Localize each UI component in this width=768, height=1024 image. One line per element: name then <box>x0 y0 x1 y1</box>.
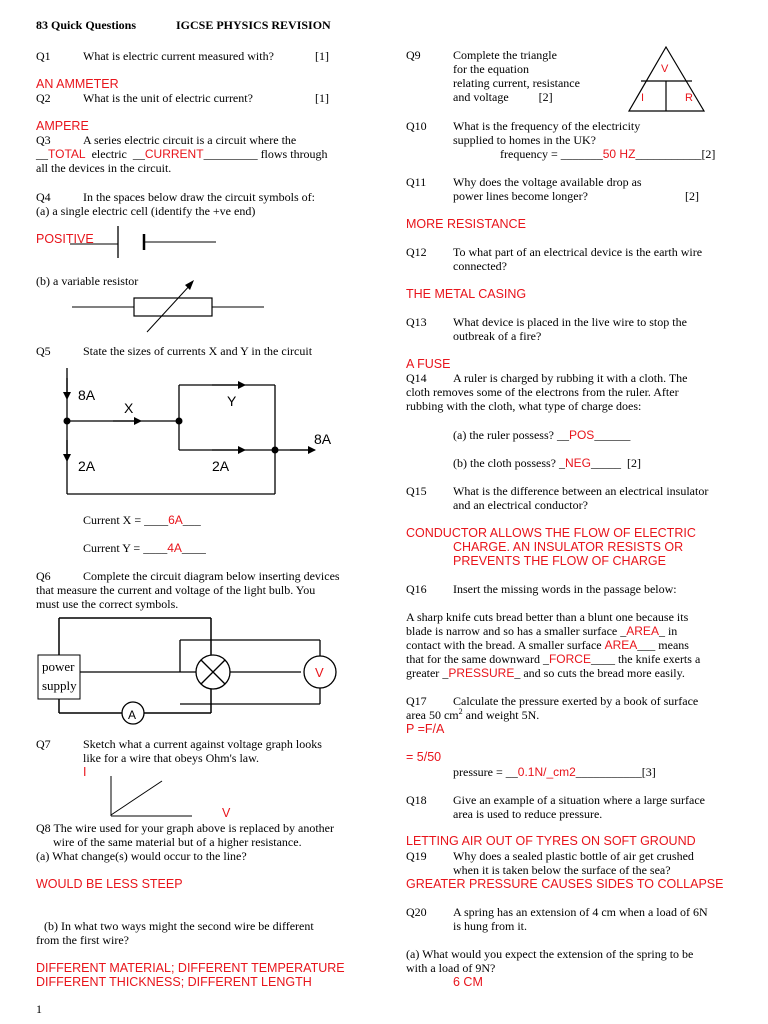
q4-text: In the spaces below draw the circuit symbols of: <box>83 190 315 204</box>
q9-number: Q9 <box>406 48 421 62</box>
q14-line3: rubbing with the cloth, what type of charge does: <box>406 399 642 413</box>
q17-working-1: P =F/A <box>406 722 445 736</box>
header-title-left: 83 Quick Questions <box>36 18 137 32</box>
q2-answer: AMPERE <box>36 119 89 133</box>
q15-answer-2: CHARGE. AN INSULATOR RESISTS OR <box>453 540 684 554</box>
q5-label-x: X <box>124 400 134 416</box>
q10-line1: What is the frequency of the electricity <box>453 119 641 133</box>
q4-answer: POSITIVE <box>36 232 94 246</box>
q10-answer: 50 HZ <box>602 147 636 161</box>
q4-number: Q4 <box>36 190 51 204</box>
q16-passage-4: that for the same downward _FORCE____ the knife exerts a <box>406 652 701 666</box>
q2-marks: [1] <box>315 91 329 105</box>
q18-answer: LETTING AIR OUT OF TYRES ON SOFT GROUND <box>406 834 696 848</box>
q12-answer: THE METAL CASING <box>406 287 527 301</box>
q10-number: Q10 <box>406 119 427 133</box>
q7-axis-i: I <box>83 765 87 779</box>
header-title-right: IGCSE PHYSICS REVISION <box>176 18 331 32</box>
q18-number: Q18 <box>406 793 427 807</box>
ammeter-label: A <box>128 708 137 722</box>
q9-line2: for the equation <box>453 62 529 76</box>
q8-line1: Q8 The wire used for your graph above is replaced by another <box>36 821 335 835</box>
q18-line2: area is used to reduce pressure. <box>453 807 603 821</box>
q15-line2: and an electrical conductor? <box>453 498 588 512</box>
q17-line1: Calculate the pressure exerted by a book of surface <box>453 694 699 708</box>
q3-number: Q3 <box>36 133 51 147</box>
q19-line2: when it is taken below the surface of the sea? <box>453 863 671 877</box>
q16-answer-area-2: AREA <box>604 638 638 652</box>
q5-label-8a-out: 8A <box>314 431 332 447</box>
q15-answer-3: PREVENTS THE FLOW OF CHARGE <box>453 554 666 568</box>
page-number: 1 <box>36 1002 42 1016</box>
q1-text: What is electric current measured with? <box>83 49 274 63</box>
q15-line1: What is the difference between an electrical insulator <box>453 484 709 498</box>
q15-number: Q15 <box>406 484 427 498</box>
q20-answer: 6 CM <box>453 975 483 989</box>
q5-label-2a-mid: 2A <box>212 458 230 474</box>
q1-number: Q1 <box>36 49 51 63</box>
q19-answer: GREATER PRESSURE CAUSES SIDES TO COLLAPSE <box>406 877 724 891</box>
q6-number: Q6 <box>36 569 51 583</box>
q16-passage-5: greater _PRESSURE_ and so cuts the bread more easily. <box>406 666 685 680</box>
q9-line3: relating current, resistance <box>453 76 580 90</box>
q5-answer-y: 4A <box>167 541 182 555</box>
q7-number: Q7 <box>36 737 51 751</box>
q12-line1: To what part of an electrical device is the earth wire <box>453 245 703 259</box>
triangle-i: I <box>641 92 645 104</box>
q8-part-b-line1: (b) In what two ways might the second wire be different <box>44 919 314 933</box>
q3-line3: all the devices in the circuit. <box>36 161 172 175</box>
q19-line1: Why does a sealed plastic bottle of air get crushed <box>453 849 694 863</box>
q9-line4: and voltage [2] <box>453 90 553 104</box>
q13-line1: What device is placed in the live wire to stop the <box>453 315 687 329</box>
q5-answer-x: 6A <box>168 513 183 527</box>
power-supply-label-2: supply <box>42 678 77 693</box>
q16-passage-3: contact with the bread. A smaller surface AREA___ means <box>406 638 689 652</box>
q8-answer-b2: DIFFERENT THICKNESS; DIFFERENT LENGTH <box>36 975 312 989</box>
q6-line1: Complete the circuit diagram below inserting devices <box>83 569 340 583</box>
q9-line1: Complete the triangle <box>453 48 557 62</box>
q11-marks: [2] <box>685 189 699 203</box>
q4-part-a: (a) a single electric cell (identify the +ve end) <box>36 204 256 218</box>
q11-line2: power lines become longer? <box>453 189 588 203</box>
q10-line2: supplied to homes in the UK? <box>453 133 596 147</box>
q17-number: Q17 <box>406 694 427 708</box>
q16-answer-force: FORCE <box>548 652 591 666</box>
q20-number: Q20 <box>406 905 427 919</box>
q16-number: Q16 <box>406 582 427 596</box>
q19-number: Q19 <box>406 849 427 863</box>
q14-answer-a: POS <box>568 428 595 442</box>
q7-axis-v: V <box>222 806 231 820</box>
triangle-v: V <box>661 63 669 75</box>
q16-answer-pressure: PRESSURE <box>448 666 515 680</box>
q5-current-x: Current X = ____6A___ <box>83 513 201 527</box>
q5-label-y: Y <box>227 393 237 409</box>
q14-line2: cloth removes some of the electrons from the ruler. After <box>406 385 679 399</box>
q8-answer-b1: DIFFERENT MATERIAL; DIFFERENT TEMPERATURE <box>36 961 345 975</box>
q13-answer: A FUSE <box>406 357 451 371</box>
triangle-r: R <box>685 92 693 104</box>
q14-line1: A ruler is charged by rubbing it with a cloth. The <box>453 371 688 385</box>
q11-number: Q11 <box>406 175 427 189</box>
q14-number: Q14 <box>406 371 427 385</box>
q3-line1: A series electric circuit is a circuit where the <box>83 133 297 147</box>
q20-part-a-line1: (a) What would you expect the extension of the spring to be <box>406 947 694 961</box>
q8-line2: wire of the same material but of a higher resistance. <box>53 835 302 849</box>
q8-part-b-line2: from the first wire? <box>36 933 129 947</box>
q9-marks: [2] <box>538 90 553 104</box>
q8-line3: (a) What change(s) would occur to the line? <box>36 849 247 863</box>
q16-text: Insert the missing words in the passage below: <box>453 582 677 596</box>
q11-answer: MORE RESISTANCE <box>406 217 526 231</box>
q7-line2: like for a wire that obeys Ohm's law. <box>83 751 260 765</box>
q5-text: State the sizes of currents X and Y in the circuit <box>83 344 313 358</box>
q16-passage-1: A sharp knife cuts bread better than a blunt one because its <box>406 610 689 624</box>
q17-line2: area 50 $cm^2$ and weight 5N. <box>406 707 540 722</box>
q8-answer-a: WOULD BE LESS STEEP <box>36 877 183 891</box>
power-supply-label-1: power <box>42 659 75 674</box>
q5-number: Q5 <box>36 344 51 358</box>
q20-part-a-line2: with a load of 9N? <box>406 961 496 975</box>
q12-number: Q12 <box>406 245 427 259</box>
q6-line2: that measure the current and voltage of the light bulb. You <box>36 583 316 597</box>
q16-passage-2: blade is narrow and so has a smaller surface _AREA_ in <box>406 624 678 638</box>
q14-part-a: (a) the ruler possess? __POS______ <box>453 428 631 442</box>
q15-answer-1: CONDUCTOR ALLOWS THE FLOW OF ELECTRIC <box>406 526 696 540</box>
q17-answer: 0.1N/_cm2 <box>517 765 576 779</box>
q2-number: Q2 <box>36 91 51 105</box>
q10-frequency: frequency = _______50 HZ___________[2] <box>500 147 716 161</box>
q1-marks: [1] <box>315 49 329 63</box>
q12-line2: connected? <box>453 259 507 273</box>
q13-number: Q13 <box>406 315 427 329</box>
q5-label-8a-in: 8A <box>78 387 96 403</box>
q1-answer: AN AMMETER <box>36 77 119 91</box>
q5-current-y: Current Y = ____4A____ <box>83 541 206 555</box>
q17-pressure: pressure = __0.1N/_cm2___________[3] <box>453 765 656 779</box>
q20-line2: is hung from it. <box>453 919 527 933</box>
q4-part-b: (b) a variable resistor <box>36 274 139 288</box>
q14-part-b: (b) the cloth possess? _NEG_____ [2] <box>453 456 641 470</box>
voltmeter-label: V <box>315 665 324 680</box>
q7-line1: Sketch what a current against voltage graph looks <box>83 737 322 751</box>
q6-line3: must use the correct symbols. <box>36 597 179 611</box>
q17-working-2: = 5/50 <box>406 750 442 764</box>
q20-line1: A spring has an extension of 4 cm when a load of 6N <box>453 905 708 919</box>
q13-line2: outbreak of a fire? <box>453 329 542 343</box>
q11-line1: Why does the voltage available drop as <box>453 175 642 189</box>
q16-answer-area-1: AREA <box>626 624 659 638</box>
q3-line2: __TOTAL electric __CURRENT_________ flows through <box>36 147 328 161</box>
q14-answer-b: NEG <box>564 456 591 470</box>
q5-label-2a-left: 2A <box>78 458 96 474</box>
q2-text: What is the unit of electric current? <box>83 91 253 105</box>
q18-line1: Give an example of a situation where a large surface <box>453 793 705 807</box>
q3-answer-current: CURRENT <box>144 147 204 161</box>
q3-answer-total: TOTAL <box>48 147 86 161</box>
